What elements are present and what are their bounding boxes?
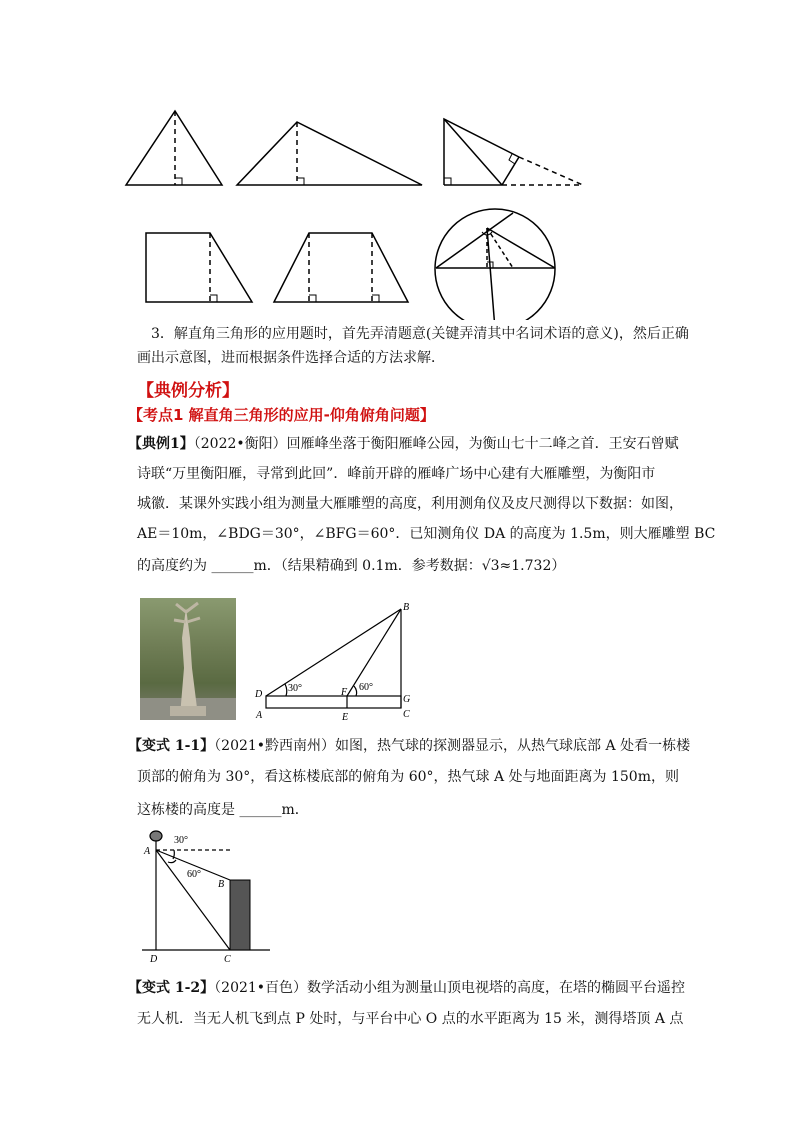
label-B: B bbox=[218, 879, 225, 890]
label-C: C bbox=[224, 954, 231, 965]
example-1-tag: 【典例1】 bbox=[128, 436, 194, 452]
variant-1-1-line-1: 【变式 1-1】（2021•黔西南州）如图，热气球的探测器显示，从热气球底部 A 处看一栋楼 bbox=[128, 738, 691, 754]
label-A: A bbox=[256, 710, 263, 721]
point-3-text-cont: 画出示意图，进而根据条件选择合适的方法求解． bbox=[137, 350, 445, 366]
variant-1-2-tag: 【变式 1-2】 bbox=[128, 980, 215, 996]
example-1-figure bbox=[250, 598, 420, 723]
label-A: A bbox=[144, 846, 151, 857]
label-G: G bbox=[403, 694, 411, 705]
tangent-line bbox=[436, 213, 513, 268]
label-C: C bbox=[403, 709, 410, 720]
triangle-acute bbox=[126, 111, 222, 185]
example-1-line-4: AE＝10m，∠BDG＝30°，∠BFG＝60°．已知测角仪 DA 的高度为 1.5m，则大雁雕塑 BC bbox=[137, 526, 716, 542]
label-D: D bbox=[150, 954, 158, 965]
section-title: 【典例分析】 bbox=[137, 381, 239, 401]
statue-photo bbox=[140, 598, 236, 720]
label-B: B bbox=[403, 602, 410, 613]
angle-30-label: 30° bbox=[288, 683, 302, 694]
example-1-line-1: 【典例1】（2022•衡阳）回雁峰坐落于衡阳雁峰公园，为衡山七十二峰之首．王安石曾赋 bbox=[128, 436, 679, 452]
variant-1-1-line-3: 这栋楼的高度是 ______m． bbox=[137, 802, 309, 818]
example-1-line-5: 的高度约为 ______m．（结果精确到 0.1m．参考数据：√3≈1.732） bbox=[137, 558, 566, 574]
variant-1-1-figure bbox=[140, 826, 280, 966]
label-E: E bbox=[342, 712, 349, 723]
point-3-text: 3．解直角三角形的应用题时，首先弄清题意(关键弄清其中名词术语的意义)，然后正确 bbox=[151, 326, 689, 342]
label-D: D bbox=[255, 689, 263, 700]
angle-30-label: 30° bbox=[174, 835, 188, 846]
triangle-right-slope bbox=[237, 122, 422, 185]
variant-1-2-line-2: 无人机．当无人机飞到点 P 处时，与平台中心 O 点的水平距离为 15 米，测得塔顶 A 点 bbox=[137, 1011, 684, 1027]
angle-60-label: 60° bbox=[187, 869, 201, 880]
variant-1-1-line-2: 顶部的俯角为 30°，看这栋楼底部的俯角为 60°，热气球 A 处与地面距离为 150m，则 bbox=[137, 769, 679, 785]
trapezoid-right bbox=[146, 233, 252, 302]
kaodian-title: 【考点1 解直角三角形的应用-仰角俯角问题】 bbox=[128, 406, 435, 424]
example-1-line-3: 城徽．某课外实践小组为测量大雁雕塑的高度，利用测角仪及皮尺测得以下数据：如图， bbox=[137, 496, 683, 512]
trapezoid-isosceles bbox=[274, 233, 408, 302]
variant-1-1-tag: 【变式 1-1】 bbox=[128, 738, 215, 754]
example-1-line-2: 诗联“万里衡阳雁，寻常到此回”．峰前开辟的雁峰广场中心建有大雁雕塑，为衡阳市 bbox=[137, 466, 656, 482]
label-F: F bbox=[341, 687, 348, 698]
angle-60-label: 60° bbox=[359, 682, 373, 693]
right-angle-mark bbox=[175, 178, 182, 185]
altitude-figures bbox=[0, 0, 794, 320]
variant-1-2-line-1: 【变式 1-2】（2021•百色）数学活动小组为测量山顶电视塔的高度，在塔的椭圆平台遥控 bbox=[128, 980, 686, 996]
